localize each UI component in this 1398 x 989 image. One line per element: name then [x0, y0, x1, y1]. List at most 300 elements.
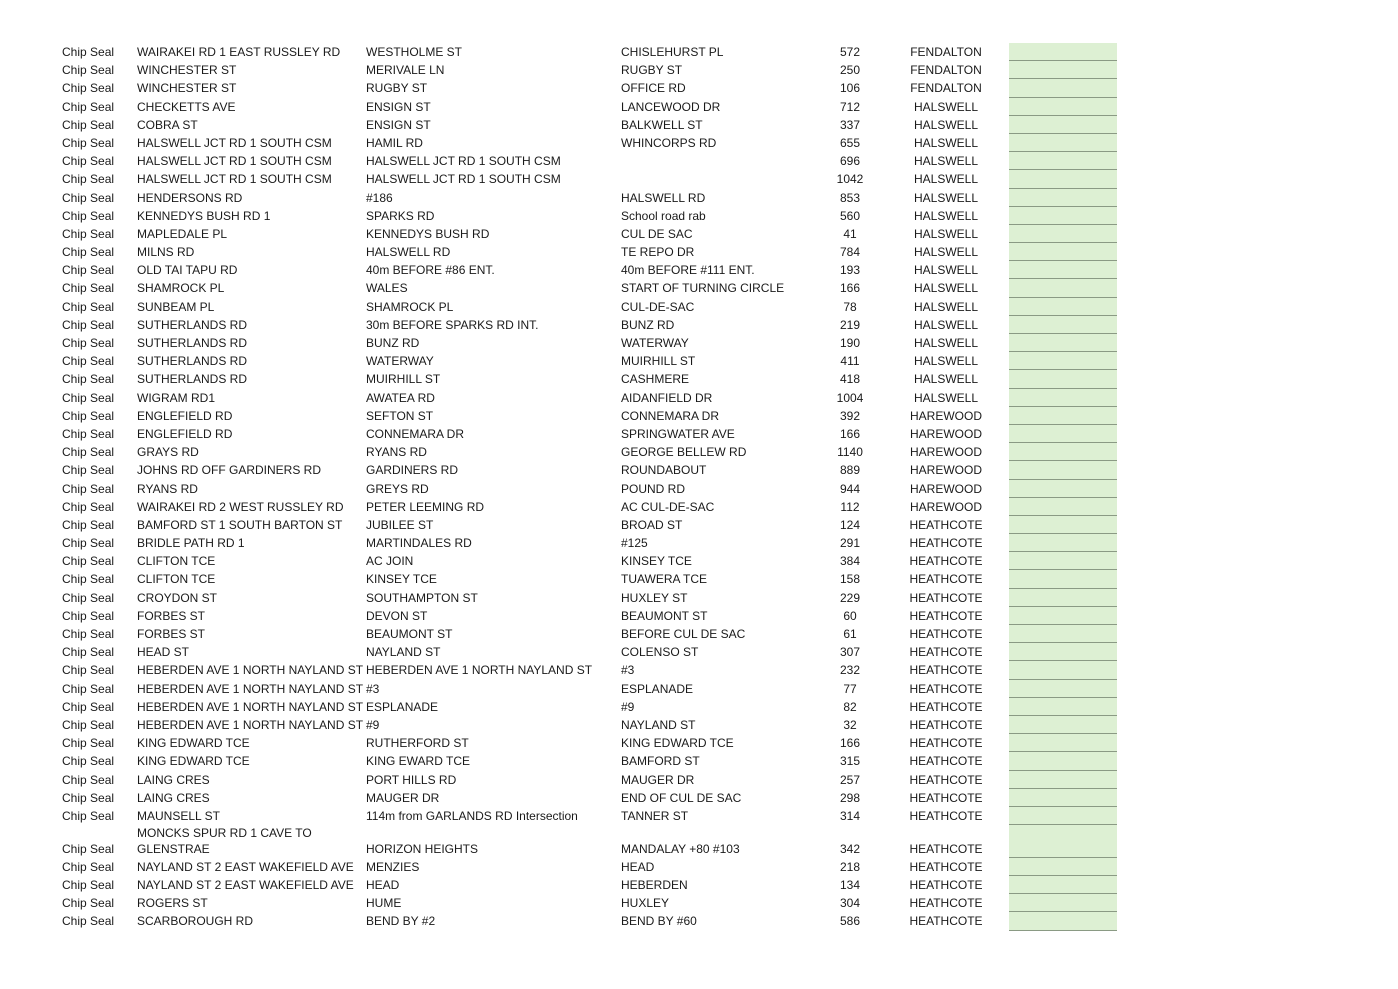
from-cell[interactable]: JUBILEE ST: [366, 517, 434, 532]
to-cell[interactable]: CUL-DE-SAC: [621, 299, 695, 314]
surface-type-cell[interactable]: Chip Seal: [62, 517, 115, 532]
area-cell[interactable]: HEATHCOTE: [909, 627, 983, 641]
area-cell[interactable]: HEATHCOTE: [909, 717, 983, 732]
area-cell[interactable]: HEATHCOTE: [909, 790, 983, 805]
area-cell[interactable]: HALSWELL: [913, 99, 979, 114]
to-cell[interactable]: MANDALAY +80 #103: [621, 841, 740, 856]
highlighted-empty-cell[interactable]: [1009, 152, 1117, 170]
to-cell[interactable]: TE REPO DR: [621, 245, 695, 260]
from-cell[interactable]: WALES: [366, 281, 408, 296]
length-cell[interactable]: 61: [843, 627, 857, 641]
highlighted-empty-cell[interactable]: [1009, 334, 1117, 352]
area-cell[interactable]: HEATHCOTE: [909, 841, 983, 856]
length-cell[interactable]: 77: [843, 681, 857, 696]
surface-type-cell[interactable]: Chip Seal: [62, 608, 115, 623]
road-name-cell[interactable]: WAIRAKEI RD 1 EAST RUSSLEY RD: [137, 45, 341, 59]
surface-type-cell[interactable]: Chip Seal: [62, 736, 115, 751]
highlighted-empty-cell[interactable]: [1009, 61, 1117, 79]
area-cell[interactable]: HALSWELL: [913, 354, 979, 369]
area-cell[interactable]: HALSWELL: [913, 226, 979, 241]
road-name-cell[interactable]: ENGLEFIELD RD: [137, 408, 233, 423]
road-name-cell[interactable]: CLIFTON TCE: [137, 572, 216, 587]
from-cell[interactable]: RUTHERFORD ST: [366, 736, 469, 751]
road-name-cell[interactable]: OLD TAI TAPU RD: [137, 263, 238, 278]
road-name-cell[interactable]: SUNBEAM PL: [137, 299, 215, 314]
length-cell[interactable]: 219: [839, 317, 861, 332]
area-cell[interactable]: HEATHCOTE: [909, 896, 983, 911]
road-name-cell[interactable]: FORBES ST: [137, 608, 206, 623]
road-name-cell[interactable]: JOHNS RD OFF GARDINERS RD: [137, 463, 322, 478]
length-cell[interactable]: 696: [839, 154, 861, 169]
length-cell[interactable]: 298: [839, 790, 861, 805]
from-cell[interactable]: ENSIGN ST: [366, 117, 431, 132]
length-cell[interactable]: 257: [839, 772, 861, 787]
from-cell[interactable]: 114m from GARLANDS RD Intersection: [366, 808, 578, 823]
highlighted-empty-cell[interactable]: [1009, 79, 1117, 97]
length-cell[interactable]: 60: [843, 608, 857, 623]
length-cell[interactable]: 166: [839, 736, 861, 751]
length-cell[interactable]: 193: [839, 263, 861, 278]
surface-type-cell[interactable]: Chip Seal: [62, 226, 115, 241]
road-name-cell[interactable]: SCARBOROUGH RD: [137, 914, 254, 929]
length-cell[interactable]: 112: [840, 499, 860, 514]
road-name-cell[interactable]: KENNEDYS BUSH RD 1: [137, 208, 271, 223]
to-cell[interactable]: POUND RD: [621, 481, 686, 496]
highlighted-empty-cell[interactable]: [1009, 912, 1117, 930]
to-cell[interactable]: RUGBY ST: [621, 63, 683, 78]
to-cell[interactable]: #125: [621, 536, 648, 551]
highlighted-empty-cell[interactable]: [1009, 680, 1117, 698]
surface-type-cell[interactable]: Chip Seal: [62, 699, 115, 714]
surface-type-cell[interactable]: Chip Seal: [62, 372, 115, 387]
road-name-cell[interactable]: SUTHERLANDS RD: [137, 336, 248, 350]
to-cell[interactable]: School road rab: [621, 208, 706, 223]
surface-type-cell[interactable]: Chip Seal: [62, 754, 115, 769]
area-cell[interactable]: HALSWELL: [913, 317, 979, 332]
surface-type-cell[interactable]: Chip Seal: [62, 190, 115, 205]
surface-type-cell[interactable]: Chip Seal: [62, 878, 115, 893]
area-cell[interactable]: HEATHCOTE: [909, 736, 983, 751]
to-cell[interactable]: ROUNDABOUT: [621, 463, 707, 478]
road-name-cell[interactable]: SUTHERLANDS RD: [137, 354, 248, 369]
area-cell[interactable]: HALSWELL: [913, 154, 979, 169]
area-cell[interactable]: HALSWELL: [913, 135, 979, 150]
area-cell[interactable]: HEATHCOTE: [909, 517, 983, 532]
road-name-cell[interactable]: ENGLEFIELD RD: [137, 426, 233, 441]
length-cell[interactable]: 392: [839, 408, 861, 423]
from-cell[interactable]: RUGBY ST: [366, 81, 428, 96]
surface-type-cell[interactable]: Chip Seal: [62, 896, 115, 911]
surface-type-cell[interactable]: Chip Seal: [62, 245, 115, 260]
from-cell[interactable]: KINSEY TCE: [366, 572, 437, 587]
to-cell[interactable]: CHISLEHURST PL: [621, 45, 724, 59]
to-cell[interactable]: WATERWAY: [621, 336, 689, 350]
from-cell[interactable]: 30m BEFORE SPARKS RD INT.: [366, 317, 539, 332]
to-cell[interactable]: BUNZ RD: [621, 317, 675, 332]
road-name-cell[interactable]: GRAYS RD: [137, 445, 199, 460]
highlighted-empty-cell[interactable]: [1009, 807, 1117, 825]
road-name-cell[interactable]: NAYLAND ST 2 EAST WAKEFIELD AVE: [137, 878, 354, 893]
to-cell[interactable]: NAYLAND ST: [621, 717, 696, 732]
area-cell[interactable]: HEATHCOTE: [909, 536, 983, 551]
to-cell[interactable]: AC CUL-DE-SAC: [621, 499, 715, 514]
length-cell[interactable]: 78: [843, 299, 857, 314]
surface-type-cell[interactable]: Chip Seal: [62, 408, 115, 423]
length-cell[interactable]: 889: [839, 463, 861, 478]
from-cell[interactable]: GARDINERS RD: [366, 463, 459, 478]
length-cell[interactable]: 190: [839, 336, 861, 350]
from-cell[interactable]: DEVON ST: [366, 608, 428, 623]
length-cell[interactable]: 166: [839, 281, 861, 296]
area-cell[interactable]: HALSWELL: [913, 190, 979, 205]
surface-type-cell[interactable]: Chip Seal: [62, 808, 115, 823]
road-name-cell[interactable]: MONCKS SPUR RD 1 CAVE TO GLENSTRAE: [137, 826, 312, 857]
surface-type-cell[interactable]: Chip Seal: [62, 317, 115, 332]
to-cell[interactable]: HUXLEY: [621, 896, 670, 911]
road-name-cell[interactable]: RYANS RD: [137, 481, 198, 496]
to-cell[interactable]: CONNEMARA DR: [621, 408, 720, 423]
road-name-cell[interactable]: CHECKETTS AVE: [137, 99, 236, 114]
from-cell[interactable]: HUME: [366, 896, 402, 911]
to-cell[interactable]: HUXLEY ST: [621, 590, 688, 605]
road-name-cell[interactable]: HEBERDEN AVE 1 NORTH NAYLAND ST: [137, 663, 364, 678]
surface-type-cell[interactable]: Chip Seal: [62, 172, 115, 187]
highlighted-empty-cell[interactable]: [1009, 170, 1117, 188]
road-name-cell[interactable]: HEBERDEN AVE 1 NORTH NAYLAND ST: [137, 699, 364, 714]
highlighted-empty-cell[interactable]: [1009, 461, 1117, 479]
from-cell[interactable]: HEAD: [366, 878, 400, 893]
length-cell[interactable]: 418: [839, 372, 861, 387]
from-cell[interactable]: HAMIL RD: [366, 135, 423, 150]
from-cell[interactable]: #3: [366, 681, 380, 696]
area-cell[interactable]: HEATHCOTE: [909, 681, 983, 696]
to-cell[interactable]: BROAD ST: [621, 517, 683, 532]
surface-type-cell[interactable]: Chip Seal: [62, 81, 115, 96]
highlighted-empty-cell[interactable]: [1009, 225, 1117, 243]
to-cell[interactable]: HEBERDEN: [621, 878, 688, 893]
from-cell[interactable]: GREYS RD: [366, 481, 429, 496]
highlighted-empty-cell[interactable]: [1009, 607, 1117, 625]
to-cell[interactable]: START OF TURNING CIRCLE: [621, 281, 785, 296]
length-cell[interactable]: 250: [839, 63, 861, 78]
highlighted-empty-cell[interactable]: [1009, 389, 1117, 407]
surface-type-cell[interactable]: Chip Seal: [62, 554, 115, 569]
to-cell[interactable]: AIDANFIELD DR: [621, 390, 713, 405]
from-cell[interactable]: HALSWELL RD: [366, 245, 451, 260]
length-cell[interactable]: 41: [843, 226, 857, 241]
length-cell[interactable]: 1140: [837, 445, 863, 460]
road-name-cell[interactable]: ROGERS ST: [137, 896, 208, 911]
length-cell[interactable]: 307: [839, 645, 861, 660]
to-cell[interactable]: #9: [621, 699, 635, 714]
road-name-cell[interactable]: HEAD ST: [137, 645, 190, 660]
road-name-cell[interactable]: SUTHERLANDS RD: [137, 372, 248, 387]
to-cell[interactable]: GEORGE BELLEW RD: [621, 445, 747, 460]
length-cell[interactable]: 124: [839, 517, 861, 532]
road-name-cell[interactable]: HALSWELL JCT RD 1 SOUTH CSM: [137, 172, 332, 187]
to-cell[interactable]: HEAD: [621, 859, 655, 874]
surface-type-cell[interactable]: Chip Seal: [62, 99, 115, 114]
length-cell[interactable]: 1004: [836, 390, 864, 405]
to-cell[interactable]: KINSEY TCE: [621, 554, 692, 569]
from-cell[interactable]: SOUTHAMPTON ST: [366, 590, 478, 605]
surface-type-cell[interactable]: Chip Seal: [62, 645, 115, 660]
highlighted-empty-cell[interactable]: [1009, 876, 1117, 894]
length-cell[interactable]: 712: [839, 99, 861, 114]
surface-type-cell[interactable]: Chip Seal: [62, 859, 115, 874]
highlighted-empty-cell[interactable]: [1009, 825, 1117, 858]
to-cell[interactable]: COLENSO ST: [621, 645, 699, 660]
area-cell[interactable]: HEATHCOTE: [909, 772, 983, 787]
road-name-cell[interactable]: WINCHESTER ST: [137, 81, 237, 96]
area-cell[interactable]: HEATHCOTE: [909, 554, 983, 569]
from-cell[interactable]: BUNZ RD: [366, 336, 420, 350]
from-cell[interactable]: SEFTON ST: [366, 408, 434, 423]
area-cell[interactable]: HEATHCOTE: [909, 754, 983, 769]
length-cell[interactable]: 315: [839, 754, 861, 769]
to-cell[interactable]: BAMFORD ST: [621, 754, 700, 769]
length-cell[interactable]: 304: [839, 896, 861, 911]
to-cell[interactable]: 40m BEFORE #111 ENT.: [621, 263, 755, 278]
to-cell[interactable]: CASHMERE: [621, 372, 690, 387]
highlighted-empty-cell[interactable]: [1009, 498, 1117, 516]
highlighted-empty-cell[interactable]: [1009, 243, 1117, 261]
from-cell[interactable]: HALSWELL JCT RD 1 SOUTH CSM: [366, 154, 561, 169]
surface-type-cell[interactable]: Chip Seal: [62, 135, 115, 150]
road-name-cell[interactable]: BAMFORD ST 1 SOUTH BARTON ST: [137, 517, 343, 532]
to-cell[interactable]: KING EDWARD TCE: [621, 736, 734, 751]
from-cell[interactable]: MARTINDALES RD: [366, 536, 472, 551]
highlighted-empty-cell[interactable]: [1009, 858, 1117, 876]
to-cell[interactable]: BALKWELL ST: [621, 117, 703, 132]
surface-type-cell[interactable]: Chip Seal: [62, 445, 115, 460]
length-cell[interactable]: 572: [839, 45, 861, 59]
length-cell[interactable]: 232: [839, 663, 861, 678]
to-cell[interactable]: END OF CUL DE SAC: [621, 790, 742, 805]
length-cell[interactable]: 82: [843, 699, 857, 714]
area-cell[interactable]: HAREWOOD: [910, 426, 982, 441]
length-cell[interactable]: 32: [843, 717, 857, 732]
area-cell[interactable]: HALSWELL: [913, 117, 979, 132]
from-cell[interactable]: MERIVALE LN: [366, 63, 445, 78]
surface-type-cell[interactable]: Chip Seal: [62, 481, 115, 496]
from-cell[interactable]: CONNEMARA DR: [366, 426, 465, 441]
highlighted-empty-cell[interactable]: [1009, 716, 1117, 734]
surface-type-cell[interactable]: Chip Seal: [62, 717, 115, 732]
from-cell[interactable]: KING EWARD TCE: [366, 754, 471, 769]
area-cell[interactable]: HALSWELL: [913, 336, 979, 350]
highlighted-empty-cell[interactable]: [1009, 570, 1117, 588]
length-cell[interactable]: 106: [839, 81, 861, 96]
from-cell[interactable]: WESTHOLME ST: [366, 45, 463, 59]
road-name-cell[interactable]: WAIRAKEI RD 2 WEST RUSSLEY RD: [137, 499, 344, 514]
surface-type-cell[interactable]: Chip Seal: [62, 63, 115, 78]
area-cell[interactable]: HEATHCOTE: [909, 699, 983, 714]
surface-type-cell[interactable]: Chip Seal: [62, 263, 115, 278]
length-cell[interactable]: 314: [839, 808, 861, 823]
surface-type-cell[interactable]: Chip Seal: [62, 336, 115, 350]
surface-type-cell[interactable]: Chip Seal: [62, 590, 115, 605]
area-cell[interactable]: HALSWELL: [913, 390, 979, 405]
road-name-cell[interactable]: SHAMROCK PL: [137, 281, 225, 296]
highlighted-empty-cell[interactable]: [1009, 661, 1117, 679]
length-cell[interactable]: 411: [840, 354, 860, 369]
surface-type-cell[interactable]: Chip Seal: [62, 299, 115, 314]
area-cell[interactable]: HALSWELL: [913, 281, 979, 296]
area-cell[interactable]: HEATHCOTE: [909, 808, 983, 823]
highlighted-empty-cell[interactable]: [1009, 189, 1117, 207]
area-cell[interactable]: HALSWELL: [913, 372, 979, 387]
road-name-cell[interactable]: WIGRAM RD1: [137, 390, 215, 405]
to-cell[interactable]: MUIRHILL ST: [621, 354, 696, 369]
area-cell[interactable]: FENDALTON: [910, 81, 982, 96]
to-cell[interactable]: #3: [621, 663, 635, 678]
area-cell[interactable]: HEATHCOTE: [909, 914, 983, 929]
length-cell[interactable]: 384: [839, 554, 861, 569]
area-cell[interactable]: HAREWOOD: [910, 481, 982, 496]
area-cell[interactable]: HEATHCOTE: [909, 608, 983, 623]
from-cell[interactable]: HEBERDEN AVE 1 NORTH NAYLAND ST: [366, 663, 593, 678]
surface-type-cell[interactable]: Chip Seal: [62, 841, 115, 856]
from-cell[interactable]: MENZIES: [366, 859, 420, 874]
surface-type-cell[interactable]: Chip Seal: [62, 354, 115, 369]
highlighted-empty-cell[interactable]: [1009, 552, 1117, 570]
from-cell[interactable]: PORT HILLS RD: [366, 772, 457, 787]
area-cell[interactable]: HEATHCOTE: [909, 590, 983, 605]
length-cell[interactable]: 560: [839, 208, 861, 223]
surface-type-cell[interactable]: Chip Seal: [62, 499, 115, 514]
highlighted-empty-cell[interactable]: [1009, 207, 1117, 225]
area-cell[interactable]: HEATHCOTE: [909, 878, 983, 893]
surface-type-cell[interactable]: Chip Seal: [62, 154, 115, 169]
road-name-cell[interactable]: CLIFTON TCE: [137, 554, 216, 569]
road-name-cell[interactable]: SUTHERLANDS RD: [137, 317, 248, 332]
highlighted-empty-cell[interactable]: [1009, 261, 1117, 279]
from-cell[interactable]: MUIRHILL ST: [366, 372, 441, 387]
surface-type-cell[interactable]: Chip Seal: [62, 790, 115, 805]
surface-type-cell[interactable]: Chip Seal: [62, 572, 115, 587]
highlighted-empty-cell[interactable]: [1009, 894, 1117, 912]
surface-type-cell[interactable]: Chip Seal: [62, 663, 115, 678]
highlighted-empty-cell[interactable]: [1009, 425, 1117, 443]
surface-type-cell[interactable]: Chip Seal: [62, 536, 115, 551]
road-name-cell[interactable]: HALSWELL JCT RD 1 SOUTH CSM: [137, 154, 332, 169]
road-name-cell[interactable]: HEBERDEN AVE 1 NORTH NAYLAND ST: [137, 717, 364, 732]
highlighted-empty-cell[interactable]: [1009, 407, 1117, 425]
highlighted-empty-cell[interactable]: [1009, 43, 1117, 61]
to-cell[interactable]: CUL DE SAC: [621, 226, 693, 241]
from-cell[interactable]: HORIZON HEIGHTS: [366, 841, 479, 856]
road-name-cell[interactable]: MAPLEDALE PL: [137, 226, 228, 241]
road-name-cell[interactable]: LAING CRES: [137, 790, 210, 805]
to-cell[interactable]: WHINCORPS RD: [621, 135, 717, 150]
from-cell[interactable]: AC JOIN: [366, 554, 414, 569]
highlighted-empty-cell[interactable]: [1009, 116, 1117, 134]
to-cell[interactable]: ESPLANADE: [621, 681, 694, 696]
road-name-cell[interactable]: CROYDON ST: [137, 590, 218, 605]
from-cell[interactable]: HALSWELL JCT RD 1 SOUTH CSM: [366, 172, 561, 187]
road-name-cell[interactable]: KING EDWARD TCE: [137, 754, 250, 769]
to-cell[interactable]: SPRINGWATER AVE: [621, 426, 735, 441]
highlighted-empty-cell[interactable]: [1009, 643, 1117, 661]
road-name-cell[interactable]: HALSWELL JCT RD 1 SOUTH CSM: [137, 135, 332, 150]
road-name-cell[interactable]: FORBES ST: [137, 627, 206, 641]
road-name-cell[interactable]: COBRA ST: [137, 117, 198, 132]
highlighted-empty-cell[interactable]: [1009, 534, 1117, 552]
road-name-cell[interactable]: WINCHESTER ST: [137, 63, 237, 78]
from-cell[interactable]: PETER LEEMING RD: [366, 499, 485, 514]
highlighted-empty-cell[interactable]: [1009, 771, 1117, 789]
surface-type-cell[interactable]: Chip Seal: [62, 426, 115, 441]
to-cell[interactable]: BEAUMONT ST: [621, 608, 708, 623]
surface-type-cell[interactable]: Chip Seal: [62, 914, 115, 929]
length-cell[interactable]: 342: [839, 841, 861, 856]
area-cell[interactable]: HALSWELL: [913, 172, 979, 187]
surface-type-cell[interactable]: Chip Seal: [62, 772, 115, 787]
from-cell[interactable]: KENNEDYS BUSH RD: [366, 226, 490, 241]
area-cell[interactable]: HAREWOOD: [910, 463, 982, 478]
from-cell[interactable]: BEAUMONT ST: [366, 627, 453, 641]
length-cell[interactable]: 291: [839, 536, 861, 551]
area-cell[interactable]: HALSWELL: [913, 263, 979, 278]
road-name-cell[interactable]: LAING CRES: [137, 772, 210, 787]
to-cell[interactable]: MAUGER DR: [621, 772, 695, 787]
length-cell[interactable]: 853: [839, 190, 861, 205]
area-cell[interactable]: HAREWOOD: [910, 499, 982, 514]
highlighted-empty-cell[interactable]: [1009, 698, 1117, 716]
to-cell[interactable]: TUAWERA TCE: [621, 572, 708, 587]
to-cell[interactable]: OFFICE RD: [621, 81, 686, 96]
highlighted-empty-cell[interactable]: [1009, 352, 1117, 370]
road-name-cell[interactable]: KING EDWARD TCE: [137, 736, 250, 751]
from-cell[interactable]: NAYLAND ST: [366, 645, 441, 660]
length-cell[interactable]: 158: [839, 572, 861, 587]
area-cell[interactable]: HALSWELL: [913, 299, 979, 314]
length-cell[interactable]: 218: [839, 859, 861, 874]
road-name-cell[interactable]: MAUNSELL ST: [137, 808, 220, 823]
surface-type-cell[interactable]: Chip Seal: [62, 208, 115, 223]
from-cell[interactable]: #186: [366, 190, 393, 205]
from-cell[interactable]: ENSIGN ST: [366, 99, 431, 114]
from-cell[interactable]: RYANS RD: [366, 445, 427, 460]
from-cell[interactable]: WATERWAY: [366, 354, 434, 369]
length-cell[interactable]: 586: [839, 914, 861, 929]
area-cell[interactable]: HALSWELL: [913, 245, 979, 260]
area-cell[interactable]: HALSWELL: [913, 208, 979, 223]
to-cell[interactable]: LANCEWOOD DR: [621, 99, 721, 114]
from-cell[interactable]: SHAMROCK PL: [366, 299, 454, 314]
from-cell[interactable]: ESPLANADE: [366, 699, 439, 714]
from-cell[interactable]: AWATEA RD: [366, 390, 435, 405]
highlighted-empty-cell[interactable]: [1009, 752, 1117, 770]
length-cell[interactable]: 229: [839, 590, 861, 605]
length-cell[interactable]: 134: [839, 878, 861, 893]
area-cell[interactable]: FENDALTON: [910, 45, 982, 59]
area-cell[interactable]: FENDALTON: [910, 63, 982, 78]
highlighted-empty-cell[interactable]: [1009, 98, 1117, 116]
highlighted-empty-cell[interactable]: [1009, 516, 1117, 534]
area-cell[interactable]: HAREWOOD: [910, 445, 982, 460]
surface-type-cell[interactable]: Chip Seal: [62, 627, 115, 641]
road-name-cell[interactable]: HEBERDEN AVE 1 NORTH NAYLAND ST: [137, 681, 364, 696]
highlighted-empty-cell[interactable]: [1009, 589, 1117, 607]
surface-type-cell[interactable]: Chip Seal: [62, 463, 115, 478]
from-cell[interactable]: BEND BY #2: [366, 914, 436, 929]
highlighted-empty-cell[interactable]: [1009, 734, 1117, 752]
surface-type-cell[interactable]: Chip Seal: [62, 117, 115, 132]
highlighted-empty-cell[interactable]: [1009, 279, 1117, 297]
to-cell[interactable]: TANNER ST: [621, 808, 689, 823]
